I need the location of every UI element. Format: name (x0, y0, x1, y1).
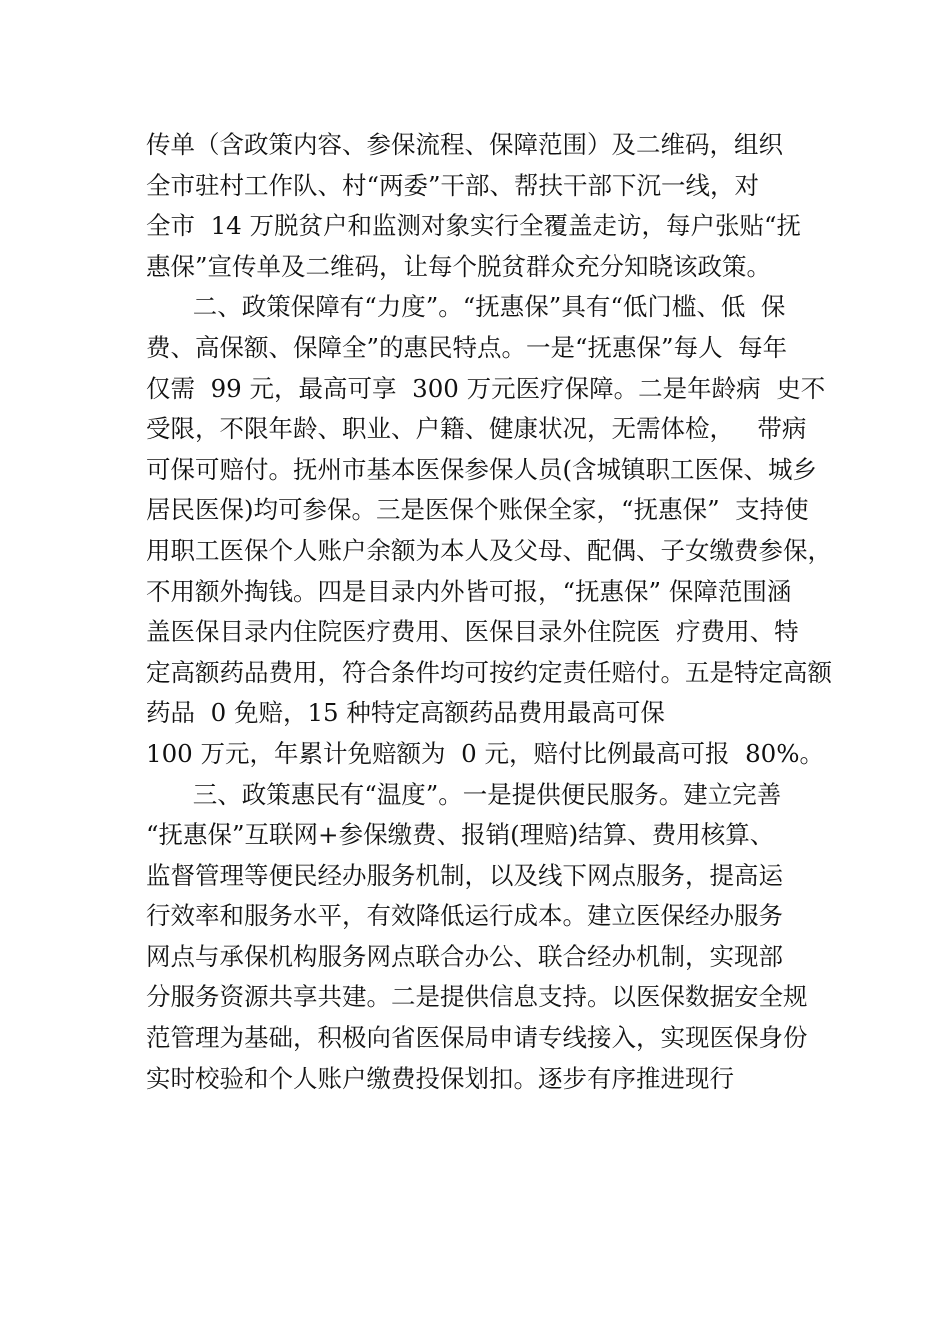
text-line: 可保可赔付。抚州市基本医保参保人员(含城镇职工医保、城乡 (146, 454, 818, 484)
text-line: 全市 14 万脱贫户和监测对象实行全覆盖走访，每户张贴“抚 (146, 211, 802, 241)
text-line: 分服务资源共享共建。二是提供信息支持。以医保数据安全规 (146, 982, 808, 1012)
text-line: 受限，不限年龄、职业、户籍、健康状况，无需体检， 带病 (146, 414, 807, 444)
text-line: 范管理为基础，积极向省医保局申请专线接入，实现医保身份 (146, 1023, 808, 1053)
text-line: “抚惠保”互联网+参保缴费、报销(理赔)结算、费用核算、 (146, 820, 775, 850)
text-line: 100 万元，年累计免赔额为 0 元，赔付比例最高可报 80%。 (146, 738, 825, 768)
section-heading-line: 三、政策惠民有“温度”。一是提供便民服务。建立完善 (146, 779, 782, 809)
text-line: 药品 0 免赔，15 种特定高额药品费用最高可保 (146, 698, 665, 728)
text-line: 不用额外掏钱。四是目录内外皆可报，“抚惠保” 保障范围涵 (146, 576, 792, 606)
text-line: 费、高保额、保障全”的惠民特点。一是“抚惠保”每人 每年 (146, 332, 788, 362)
text-line: 仅需 99 元，最高可享 300 万元医疗保障。二是年龄病 史不 (146, 373, 826, 403)
text-line: 全市驻村工作队、村“两委”干部、帮扶干部下沉一线，对 (146, 170, 760, 200)
text-line: 行效率和服务水平，有效降低运行成本。建立医保经办服务 (146, 901, 783, 931)
text-line: 传单（含政策内容、参保流程、保障范围）及二维码，组织 (146, 130, 783, 159)
body-text (146, 125, 846, 1099)
section-heading-line: 二、政策保障有“力度”。“抚惠保”具有“低门槛、低 保 (146, 292, 786, 322)
text-line: 实时校验和个人账户缴费投保划扣。逐步有序推进现行 (146, 1063, 734, 1093)
text-line: 网点与承保机构服务网点联合办公、联合经办机制，实现部 (146, 941, 783, 971)
text-line: 居民医保)均可参保。三是医保个账保全家，“抚惠保” 支持使 (146, 495, 809, 525)
text-line: 惠保”宣传单及二维码，让每个脱贫群众充分知晓该政策。 (146, 251, 772, 281)
text-line: 盖医保目录内住院医疗费用、医保目录外住院医 疗费用、特 (146, 617, 799, 647)
text-line: 定高额药品费用，符合条件均可按约定责任赔付。五是特定高额 (146, 657, 832, 687)
text-line: 用职工医保个人账户余额为本人及父母、配偶、子女缴费参保， (146, 535, 832, 565)
text-line: 监督管理等便民经办服务机制，以及线下网点服务，提高运 (146, 860, 783, 890)
